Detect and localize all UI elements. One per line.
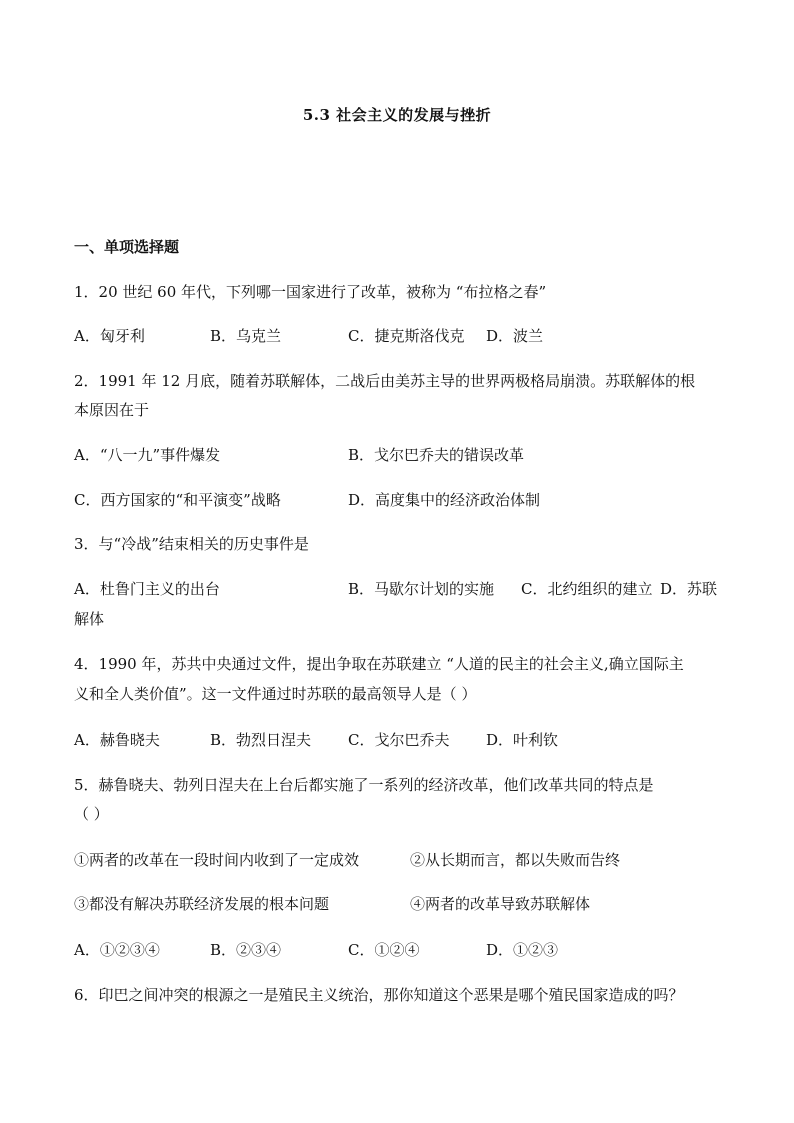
q4-option-b: B．勃烈日涅夫 xyxy=(210,731,312,749)
q3-option-c: C．北约组织的建立 xyxy=(521,580,653,598)
q3-option-d-cont: 解体 xyxy=(74,610,105,628)
q5-statement-4: ④两者的改革导致苏联解体 xyxy=(410,895,591,913)
question-5-stem-cont: （ ） xyxy=(74,805,109,823)
q4-option-c: C．戈尔巴乔夫 xyxy=(348,731,450,749)
question-5-stem: 5．赫鲁晓夫、勃列日涅夫在上台后都实施了一系列的经济改革，他们改革共同的特点是 xyxy=(74,776,654,794)
q5-statement-1: ①两者的改革在一段时间内收到了一定成效 xyxy=(74,851,360,869)
question-1-stem: 1．20 世纪 60 年代，下列哪一国家进行了改革，被称为 “布拉格之春” xyxy=(74,283,547,301)
q2-option-d: D．高度集中的经济政治体制 xyxy=(348,491,541,509)
q1-option-b: B．乌克兰 xyxy=(210,327,282,345)
q2-option-a: A．“八一九”事件爆发 xyxy=(74,446,221,464)
q2-option-c: C．西方国家的“和平演变”战略 xyxy=(74,491,281,509)
q3-option-a: A．杜鲁门主义的出台 xyxy=(74,580,220,598)
q1-option-a: A．匈牙利 xyxy=(74,327,145,345)
page-title: 5.3 社会主义的发展与挫折 xyxy=(302,106,492,124)
question-4-stem: 4．1990 年，苏共中央通过文件，提出争取在苏联建立 “人道的民主的社会主义,确立国际主 xyxy=(74,655,684,673)
q2-option-b: B．戈尔巴乔夫的错误改革 xyxy=(348,446,525,464)
question-4-stem-cont: 义和全人类价值”。这一文件通过时苏联的最高领导人是（ ） xyxy=(74,685,477,703)
q5-option-b: B．②③④ xyxy=(210,941,282,959)
q3-option-d: D．苏联 xyxy=(660,580,718,598)
q5-option-c: C．①②④ xyxy=(348,941,420,959)
q4-option-a: A．赫鲁晓夫 xyxy=(74,731,160,749)
question-3-stem: 3．与“冷战”结束相关的历史事件是 xyxy=(74,535,309,553)
q4-option-d: D．叶利钦 xyxy=(486,731,559,749)
q5-option-d: D．①②③ xyxy=(486,941,559,959)
q5-option-a: A．①②③④ xyxy=(74,941,160,959)
q5-statement-3: ③都没有解决苏联经济发展的根本问题 xyxy=(74,895,330,913)
question-2-stem-cont: 本原因在于 xyxy=(74,401,150,419)
question-2-stem: 2．1991 年 12 月底，随着苏联解体，二战后由美苏主导的世界两极格局崩溃。苏联解体的根 xyxy=(74,372,696,390)
q1-option-d: D．波兰 xyxy=(486,327,544,345)
q5-statement-2: ②从长期而言，都以失败而告终 xyxy=(410,851,621,869)
section-heading: 一、单项选择题 xyxy=(74,238,180,256)
q1-option-c: C．捷克斯洛伐克 xyxy=(348,327,465,345)
question-6-stem: 6．印巴之间冲突的根源之一是殖民主义统治，那你知道这个恶果是哪个殖民国家造成的吗？ xyxy=(74,986,684,1004)
q3-option-b: B．马歇尔计划的实施 xyxy=(348,580,495,598)
